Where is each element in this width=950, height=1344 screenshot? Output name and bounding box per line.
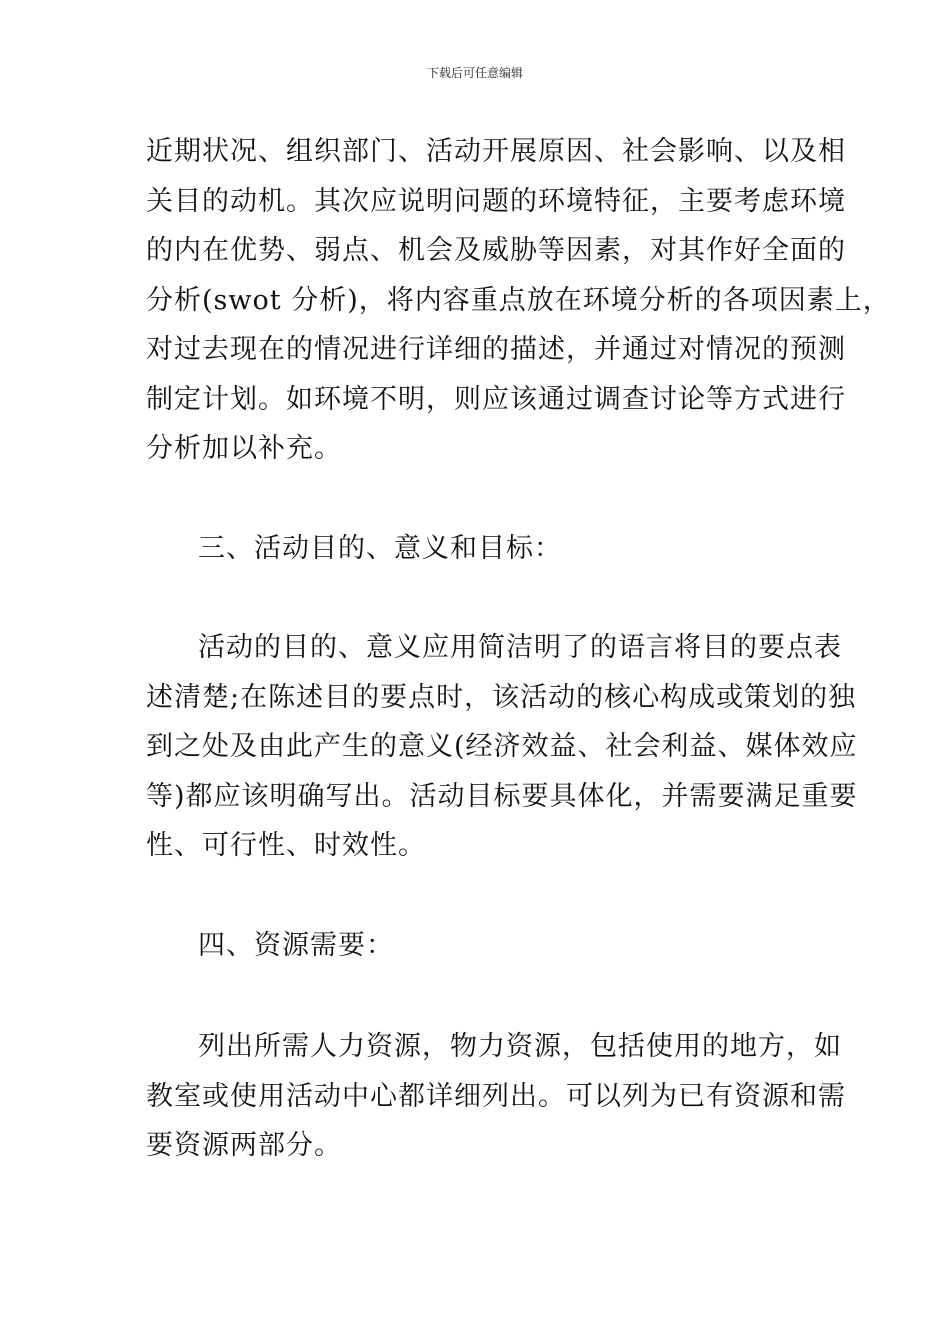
text-line: 要资源两部分。 — [146, 1130, 342, 1161]
text-line: 分析(swot 分析)，将内容重点放在环境分析的各项因素上， — [146, 284, 891, 316]
section-heading-resources — [146, 921, 816, 971]
text-line: 性、可行性、时效性。 — [146, 830, 426, 861]
text-line: 制定计划。如环境不明，则应该通过调查讨论等方式进行 — [146, 383, 846, 415]
section-heading-purpose — [146, 524, 816, 574]
text-line: 到之处及由此产生的意义(经济效益、社会利益、媒体效应 — [146, 731, 858, 762]
heading-text: 四、资源需要： — [198, 930, 394, 961]
text-line: 近期状况、组织部门、活动开展原因、社会影响、以及相 — [146, 136, 846, 167]
text-line: 分析加以补充。 — [146, 433, 342, 464]
heading-text: 三、活动目的、意义和目标： — [198, 533, 562, 564]
text-line: 等)都应该明确写出。活动目标要具体化，并需要满足重要 — [146, 780, 858, 812]
paragraph-background-analysis — [146, 127, 891, 474]
paragraph-resources — [146, 1022, 846, 1171]
paragraph-purpose — [146, 623, 858, 871]
text-line: 活动的目的、意义应用简洁明了的语言将目的要点表 — [198, 632, 842, 663]
text-line: 列出所需人力资源，物力资源，包括使用的地方，如 — [198, 1031, 842, 1062]
text-line: 述清楚;在陈述目的要点时，该活动的核心构成或策划的独 — [146, 681, 857, 713]
page-header: 下载后可任意编辑 — [426, 66, 523, 80]
text-line: 的内在优势、弱点、机会及威胁等因素，对其作好全面的 — [146, 235, 846, 266]
text-line: 对过去现在的情况进行详细的描述，并通过对情况的预测 — [146, 334, 846, 365]
text-line: 教室或使用活动中心都详细列出。可以列为已有资源和需 — [146, 1080, 846, 1112]
text-line: 关目的动机。其次应说明问题的环境特征，主要考虑环境 — [146, 185, 846, 217]
